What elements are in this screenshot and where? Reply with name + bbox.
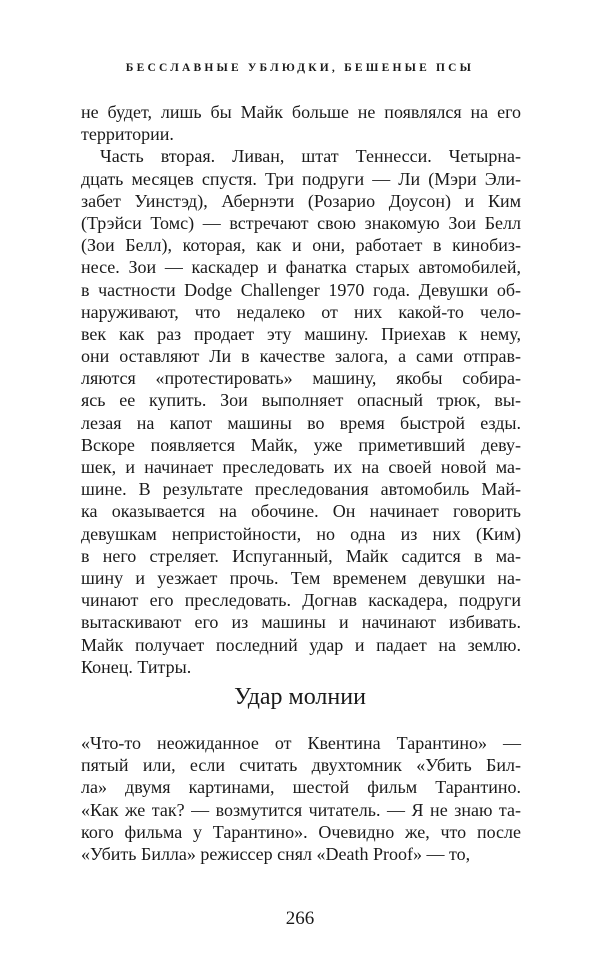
text-line: несе. Зои — каскадер и фанатка старых автомобилей, (81, 257, 521, 278)
section-title: Удар молнии (234, 684, 366, 710)
text-line: девушкам непристойности, но одна из них (Ким) (81, 523, 521, 544)
text-line: «Убить Билла» режиссер снял «Death Proof» — то, (81, 843, 471, 864)
text-line: ляются «протестировать» машину, якобы собира- (81, 368, 521, 389)
text-line: Часть вторая. Ливан, штат Теннесси. Четырна- (100, 146, 521, 167)
text-line: шину и уезжает прочь. Тем временем девушки на- (81, 567, 521, 588)
text-line: чинают его преследовать. Догнав каскадера, подруги (81, 590, 521, 611)
text-line: век как раз продает эту машину. Приехав к нему, (81, 323, 521, 344)
text-line: территории. (81, 124, 174, 145)
text-line: «Что-то неожиданное от Квентина Тарантино» — (81, 733, 521, 753)
text-line: шек, и начинает преследовать их на своей новой ма- (81, 457, 521, 477)
text-line: в него стреляет. Испуганный, Майк садится в ма- (81, 545, 521, 566)
body-text-bottom (81, 732, 521, 865)
text-line: вытаскивают его из машины и начинают избивать. (81, 612, 521, 633)
text-line: пятый или, если считать двухтомник «Убить Бил- (81, 755, 521, 776)
text-line: (Трэйси Томс) — встречают свою знакомую Зои Белл (81, 212, 521, 233)
text-line: ка оказывается на обочине. Он начинает говорить (81, 501, 521, 522)
text-line: лезая на капот машины во время быстрой езды. (81, 412, 521, 433)
running-head: БЕССЛАВНЫЕ УБЛЮДКИ, БЕШЕНЫЕ ПСЫ (125, 62, 475, 74)
text-line: Вскоре появляется Майк, уже приметивший деву- (81, 434, 521, 455)
text-line: ясь ее купить. Зои выполняет опасный трюк, вы- (81, 390, 521, 411)
body-text-top (81, 101, 521, 678)
text-line: они оставляют Ли в качестве залога, а сами отправ- (81, 346, 521, 367)
text-line: забет Уинстэд), Абернэти (Розарио Доусон) и Ким (81, 190, 521, 211)
text-line: дцать месяцев спустя. Три подруги — Ли (Мэри Эли- (81, 168, 521, 189)
text-line: шине. В результате преследования автомобиль Май- (81, 479, 521, 500)
text-line: Майк получает последний удар и падает на землю. (81, 634, 521, 655)
page-number: 266 (285, 908, 315, 929)
text-line: наруживают, что недалеко от них какой-то чело- (81, 301, 521, 322)
text-line: не будет, лишь бы Майк больше не появлялся на его (81, 102, 521, 122)
text-line: «Как же так? — возмутится читатель. — Я не знаю та- (81, 799, 521, 820)
text-line: (Зои Белл), которая, как и они, работает в кинобиз- (81, 235, 521, 256)
text-line: ла» двумя картинами, шестой фильм Тарантино. (81, 777, 521, 798)
text-line: в частности Dodge Challenger 1970 года. Девушки об- (81, 279, 521, 300)
text-line: кого фильма у Тарантино». Очевидно же, что после (81, 821, 521, 842)
text-line: Конец. Титры. (81, 656, 192, 677)
